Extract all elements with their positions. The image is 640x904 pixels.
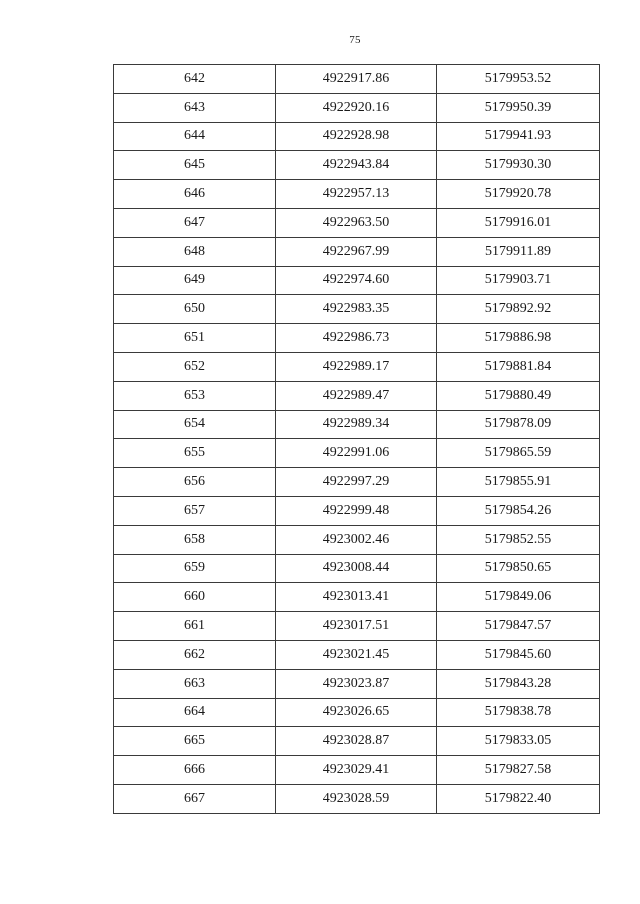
table-body <box>114 65 600 814</box>
point-number-cell: 646 <box>114 180 276 209</box>
point-number-cell: 643 <box>114 93 276 122</box>
x-coordinate-cell: 4922989.17 <box>276 352 437 381</box>
point-number-cell: 660 <box>114 583 276 612</box>
y-coordinate-cell: 5179950.39 <box>437 93 600 122</box>
y-coordinate-cell: 5179886.98 <box>437 324 600 353</box>
point-number-cell: 642 <box>114 65 276 94</box>
point-number-cell: 654 <box>114 410 276 439</box>
table-row <box>114 410 600 439</box>
x-coordinate-cell: 4923028.59 <box>276 784 437 813</box>
table-row <box>114 496 600 525</box>
table-row <box>114 93 600 122</box>
x-coordinate-cell: 4923013.41 <box>276 583 437 612</box>
table-row <box>114 468 600 497</box>
y-coordinate-cell: 5179850.65 <box>437 554 600 583</box>
x-coordinate-cell: 4922999.48 <box>276 496 437 525</box>
x-coordinate-cell: 4923021.45 <box>276 640 437 669</box>
table-row <box>114 180 600 209</box>
table-row <box>114 698 600 727</box>
point-number-cell: 665 <box>114 727 276 756</box>
x-coordinate-cell: 4922928.98 <box>276 122 437 151</box>
y-coordinate-cell: 5179941.93 <box>437 122 600 151</box>
x-coordinate-cell: 4923028.87 <box>276 727 437 756</box>
point-number-cell: 648 <box>114 237 276 266</box>
x-coordinate-cell: 4923017.51 <box>276 612 437 641</box>
table-row <box>114 784 600 813</box>
point-number-cell: 653 <box>114 381 276 410</box>
point-number-cell: 659 <box>114 554 276 583</box>
table-row <box>114 324 600 353</box>
y-coordinate-cell: 5179838.78 <box>437 698 600 727</box>
y-coordinate-cell: 5179892.92 <box>437 295 600 324</box>
x-coordinate-cell: 4922917.86 <box>276 65 437 94</box>
y-coordinate-cell: 5179953.52 <box>437 65 600 94</box>
x-coordinate-cell: 4923023.87 <box>276 669 437 698</box>
table-row <box>114 756 600 785</box>
point-number-cell: 656 <box>114 468 276 497</box>
y-coordinate-cell: 5179881.84 <box>437 352 600 381</box>
y-coordinate-cell: 5179880.49 <box>437 381 600 410</box>
x-coordinate-cell: 4922974.60 <box>276 266 437 295</box>
y-coordinate-cell: 5179822.40 <box>437 784 600 813</box>
y-coordinate-cell: 5179916.01 <box>437 208 600 237</box>
point-number-cell: 663 <box>114 669 276 698</box>
y-coordinate-cell: 5179855.91 <box>437 468 600 497</box>
point-number-cell: 658 <box>114 525 276 554</box>
table-row <box>114 266 600 295</box>
x-coordinate-cell: 4922983.35 <box>276 295 437 324</box>
table-row <box>114 612 600 641</box>
point-number-cell: 655 <box>114 439 276 468</box>
y-coordinate-cell: 5179930.30 <box>437 151 600 180</box>
y-coordinate-cell: 5179865.59 <box>437 439 600 468</box>
table-row <box>114 295 600 324</box>
table-row <box>114 554 600 583</box>
x-coordinate-cell: 4923008.44 <box>276 554 437 583</box>
y-coordinate-cell: 5179920.78 <box>437 180 600 209</box>
table-row <box>114 640 600 669</box>
point-number-cell: 666 <box>114 756 276 785</box>
y-coordinate-cell: 5179845.60 <box>437 640 600 669</box>
point-number-cell: 651 <box>114 324 276 353</box>
y-coordinate-cell: 5179903.71 <box>437 266 600 295</box>
y-coordinate-cell: 5179833.05 <box>437 727 600 756</box>
coordinates-table <box>113 64 600 814</box>
y-coordinate-cell: 5179878.09 <box>437 410 600 439</box>
x-coordinate-cell: 4922943.84 <box>276 151 437 180</box>
x-coordinate-cell: 4923029.41 <box>276 756 437 785</box>
table-row <box>114 65 600 94</box>
x-coordinate-cell: 4922920.16 <box>276 93 437 122</box>
x-coordinate-cell: 4922957.13 <box>276 180 437 209</box>
x-coordinate-cell: 4922997.29 <box>276 468 437 497</box>
table-row <box>114 669 600 698</box>
point-number-cell: 661 <box>114 612 276 641</box>
table-row <box>114 727 600 756</box>
page-number: 75 <box>349 34 361 46</box>
table-row <box>114 583 600 612</box>
x-coordinate-cell: 4922991.06 <box>276 439 437 468</box>
x-coordinate-cell: 4923002.46 <box>276 525 437 554</box>
point-number-cell: 662 <box>114 640 276 669</box>
y-coordinate-cell: 5179843.28 <box>437 669 600 698</box>
point-number-cell: 667 <box>114 784 276 813</box>
table-row <box>114 122 600 151</box>
x-coordinate-cell: 4922989.34 <box>276 410 437 439</box>
point-number-cell: 644 <box>114 122 276 151</box>
x-coordinate-cell: 4922967.99 <box>276 237 437 266</box>
y-coordinate-cell: 5179852.55 <box>437 525 600 554</box>
point-number-cell: 647 <box>114 208 276 237</box>
x-coordinate-cell: 4922963.50 <box>276 208 437 237</box>
x-coordinate-cell: 4922986.73 <box>276 324 437 353</box>
table-row <box>114 237 600 266</box>
y-coordinate-cell: 5179847.57 <box>437 612 600 641</box>
point-number-cell: 645 <box>114 151 276 180</box>
table-row <box>114 208 600 237</box>
table-row <box>114 352 600 381</box>
table-row <box>114 525 600 554</box>
point-number-cell: 652 <box>114 352 276 381</box>
y-coordinate-cell: 5179854.26 <box>437 496 600 525</box>
point-number-cell: 657 <box>114 496 276 525</box>
point-number-cell: 664 <box>114 698 276 727</box>
y-coordinate-cell: 5179849.06 <box>437 583 600 612</box>
point-number-cell: 650 <box>114 295 276 324</box>
x-coordinate-cell: 4923026.65 <box>276 698 437 727</box>
y-coordinate-cell: 5179911.89 <box>437 237 600 266</box>
table-row <box>114 439 600 468</box>
x-coordinate-cell: 4922989.47 <box>276 381 437 410</box>
point-number-cell: 649 <box>114 266 276 295</box>
table-row <box>114 151 600 180</box>
table-row <box>114 381 600 410</box>
y-coordinate-cell: 5179827.58 <box>437 756 600 785</box>
